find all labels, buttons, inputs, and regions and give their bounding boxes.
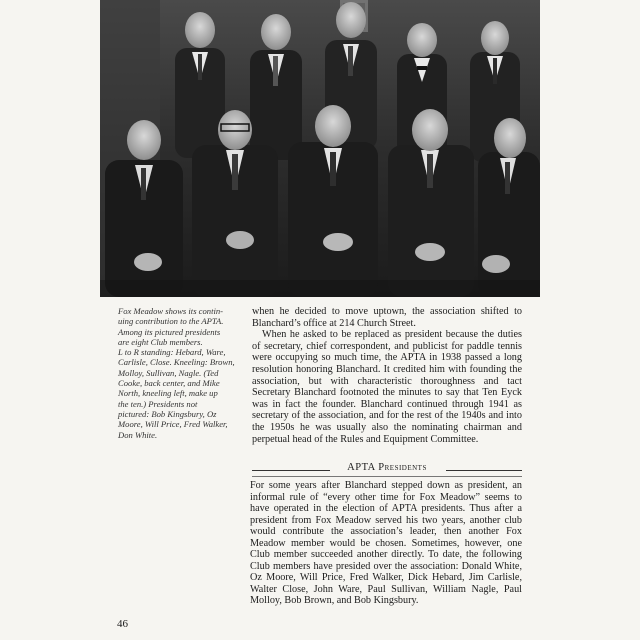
page-number: 46 (117, 618, 128, 630)
caption-line: Molloy, Sullivan, Nagle. (Ted (118, 367, 219, 378)
caption-line: Cooke, back center, and Mike (118, 378, 220, 389)
caption-line: Don White. (118, 429, 158, 440)
caption-line: the ten.) Presidents not (118, 398, 198, 409)
group-photo (100, 0, 540, 297)
heading-underline (252, 476, 522, 477)
group-photo-illustration (100, 0, 540, 297)
caption-line: uing contribution to the APTA. (118, 316, 224, 327)
article-paragraph-3: For some years after Blanchard stepped down as president, an informal rule of “every other time for Fox Meadow” seems to have operated in the election of APTA presidents. Thus after a president from Fox Meadow served his two years, another club would contribute the association’s leader, then another Fox Meadow member would be chosen. Sometimes, however, one Club member succeeded another directly. To date, the following Club members have presided over the association: Donald White, Oz Moore, Will Price, Fred Walker, Dick Hebard, Jim Carlisle, Walter Close, John Ware, Paul Sullivan, William Nagle, Paul Molloy, Bob Brown, and Bob Kingsbury. (250, 480, 522, 606)
caption-line: Fox Meadow shows its contin- (118, 306, 224, 316)
article-paragraph-2: When he asked to be replaced as president because the duties of secretary, chief correspondent, and publicist for paddle tennis were occupying so much time, the APTA in 1938 passed a long resolution honoring Blanchard. It credited him with founding the association, but with characteristic thoroughness and tact Secretary Blanchard footnoted the minutes to say that Ten Eyck was in fact the founder. Blanchard continued through 1941 as secretary of the association, and for the rest of the 1940s and into the 1950s he was usually also the nominating chairman and perpetual head of the Rules and Equipment Committee. (252, 329, 522, 445)
article-body-top (252, 306, 522, 445)
caption-line: L to R standing: Hebard, Ware, (118, 347, 226, 358)
heading-rule-right (446, 470, 522, 471)
caption-line: North, kneeling left, make up (118, 388, 218, 399)
photo-caption (118, 306, 250, 440)
caption-line: Carlisle, Close. Kneeling: Brown, (118, 357, 235, 368)
caption-line: pictured: Bob Kingsbury, Oz (118, 408, 217, 419)
section-heading (252, 462, 522, 476)
section-title: APTA Presidents (347, 462, 427, 473)
caption-line: are eight Club members. (118, 336, 203, 347)
article-paragraph-1: when he decided to move uptown, the association shifted to Blanchard’s office at 214 Church Street. (252, 306, 522, 329)
caption-line: Among its pictured presidents (118, 326, 221, 337)
article-body-bottom (250, 480, 522, 607)
caption-line: Moore, Will Price, Fred Walker, (118, 419, 228, 430)
